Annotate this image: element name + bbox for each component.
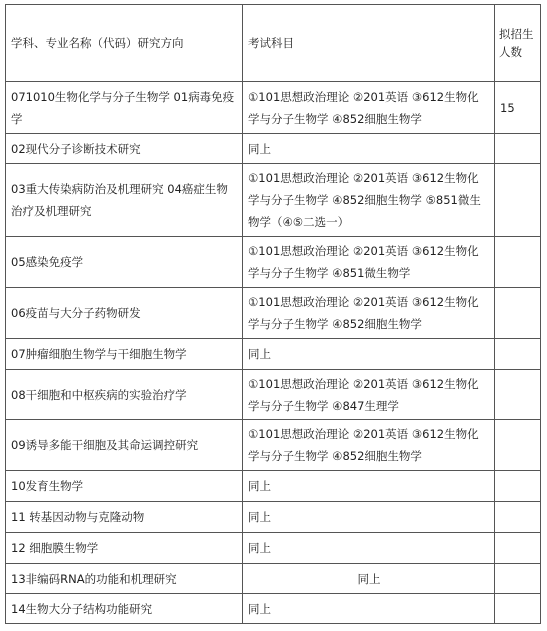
table-row (6, 237, 541, 288)
exam-cell: ①101思想政治理论 ②201英语 ③612生物化学与分子生物学 ④847生理学 (243, 370, 495, 420)
header-major: 学科、专业名称（代码）研究方向 (6, 5, 243, 82)
quota-cell (495, 370, 541, 420)
quota-cell: 15 (495, 82, 541, 134)
exam-cell: 同上 (243, 594, 495, 624)
major-cell: 071010生物化学与分子生物学 01病毒免疫学 (6, 82, 243, 134)
exam-cell: ①101思想政治理论 ②201英语 ③612生物化学与分子生物学 ④852细胞生物学 (243, 288, 495, 339)
exam-cell: 同上 (243, 502, 495, 533)
major-cell: 03重大传染病防治及机理研究 04癌症生物治疗及机理研究 (6, 164, 243, 237)
major-cell: 10发育生物学 (6, 471, 243, 502)
table-row (6, 370, 541, 420)
table-row (6, 339, 541, 370)
quota-cell (495, 164, 541, 237)
header-quota: 拟招生人数 (495, 5, 541, 82)
table-row (6, 134, 541, 164)
table-row (6, 288, 541, 339)
table-row (6, 164, 541, 237)
table-row (6, 471, 541, 502)
quota-cell (495, 339, 541, 370)
exam-cell: 同上 (243, 564, 495, 594)
quota-cell (495, 471, 541, 502)
quota-cell (495, 594, 541, 624)
quota-cell (495, 533, 541, 564)
major-cell: 07肿瘤细胞生物学与干细胞生物学 (6, 339, 243, 370)
exam-cell: ①101思想政治理论 ②201英语 ③612生物化学与分子生物学 ④851微生物学 (243, 237, 495, 288)
quota-cell (495, 134, 541, 164)
table-row (6, 594, 541, 624)
exam-cell: 同上 (243, 339, 495, 370)
exam-cell: 同上 (243, 134, 495, 164)
header-exam: 考试科目 (243, 5, 495, 82)
major-cell: 05感染免疫学 (6, 237, 243, 288)
table-row (6, 533, 541, 564)
quota-cell (495, 237, 541, 288)
table-row (6, 502, 541, 533)
table-row (6, 564, 541, 594)
table-row (6, 82, 541, 134)
major-cell: 14生物大分子结构功能研究 (6, 594, 243, 624)
major-cell: 09诱导多能干细胞及其命运调控研究 (6, 420, 243, 471)
table-row (6, 420, 541, 471)
exam-cell: ①101思想政治理论 ②201英语 ③612生物化学与分子生物学 ④852细胞生物学 (243, 82, 495, 134)
exam-cell: 同上 (243, 533, 495, 564)
major-cell: 06疫苗与大分子药物研发 (6, 288, 243, 339)
quota-cell (495, 420, 541, 471)
major-cell: 12 细胞膜生物学 (6, 533, 243, 564)
exam-cell: ①101思想政治理论 ②201英语 ③612生物化学与分子生物学 ④852细胞生物学 (243, 420, 495, 471)
major-cell: 13非编码RNA的功能和机理研究 (6, 564, 243, 594)
admissions-table (5, 4, 541, 624)
exam-cell: ①101思想政治理论 ②201英语 ③612生物化学与分子生物学 ④852细胞生物学 ⑤851微生物学（④⑤二选一） (243, 164, 495, 237)
exam-cell: 同上 (243, 471, 495, 502)
quota-cell (495, 564, 541, 594)
quota-cell (495, 288, 541, 339)
table-header-row (6, 5, 541, 82)
major-cell: 08干细胞和中枢疾病的实验治疗学 (6, 370, 243, 420)
quota-cell (495, 502, 541, 533)
major-cell: 02现代分子诊断技术研究 (6, 134, 243, 164)
major-cell: 11 转基因动物与克隆动物 (6, 502, 243, 533)
